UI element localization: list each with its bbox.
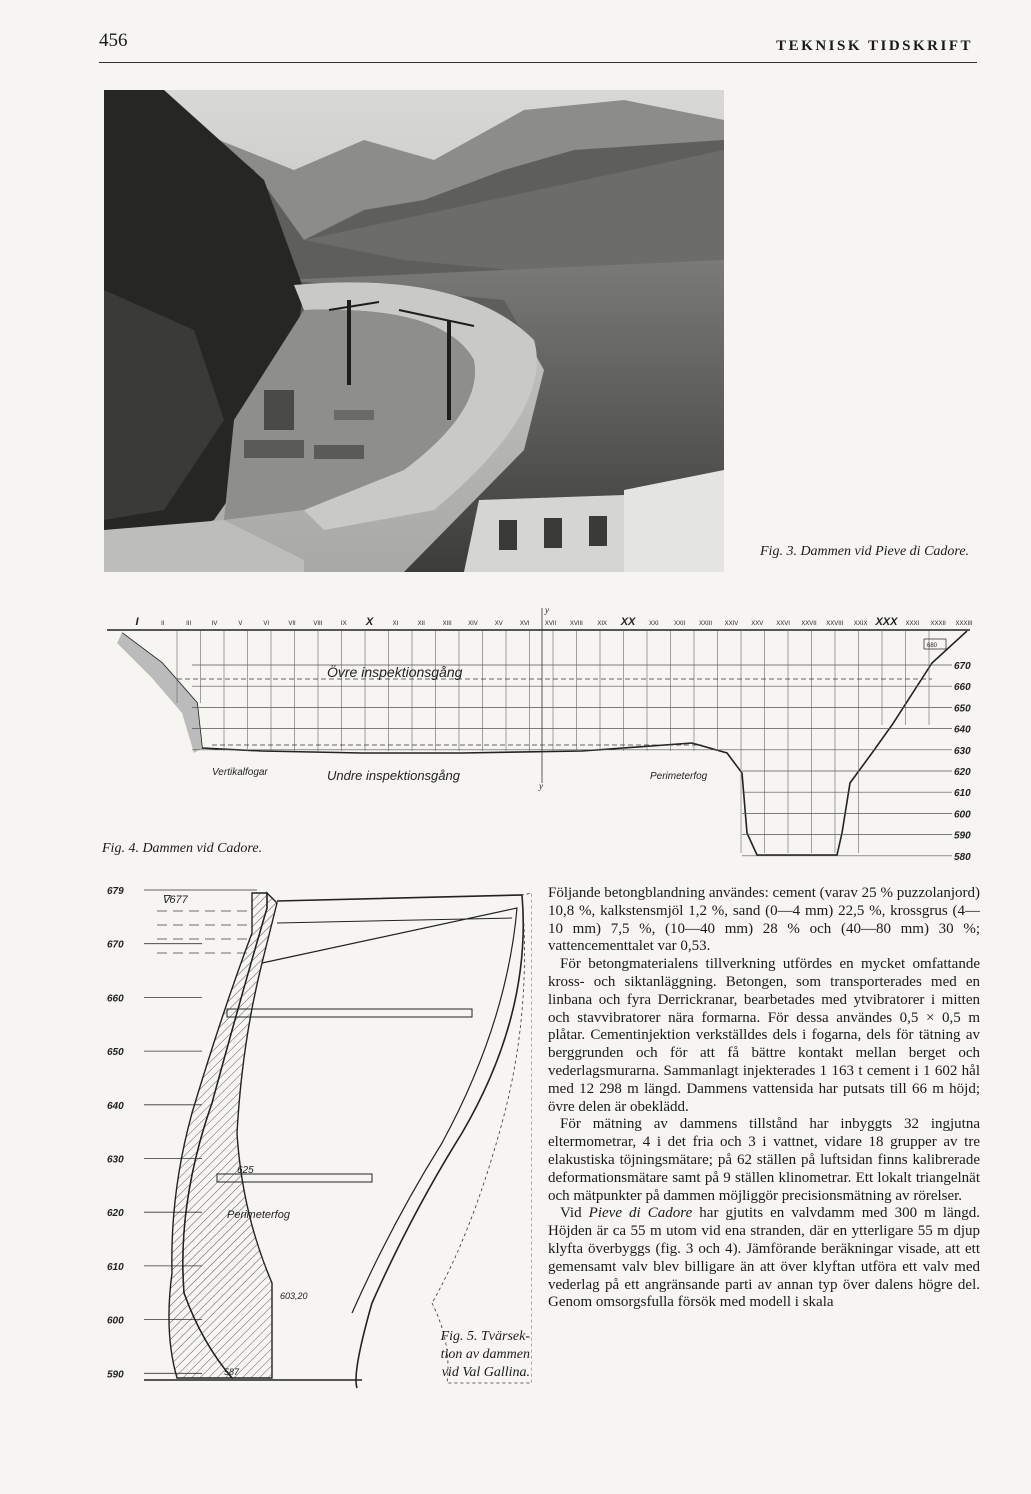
- block-number-label: XX: [620, 616, 636, 628]
- place-name: Pieve di Cadore: [588, 1205, 693, 1222]
- dam-photograph: [104, 90, 724, 572]
- block-number-label: VII: [288, 621, 296, 627]
- level-587-label: 587: [224, 1367, 240, 1377]
- block-number-label: XV: [494, 621, 503, 627]
- block-number-label: XVII: [544, 621, 557, 627]
- elevation-label: 630: [107, 1154, 124, 1166]
- level-603-label: 603,20: [280, 1291, 308, 1301]
- block-number-label: V: [238, 621, 243, 627]
- block-number-label: XIV: [468, 621, 478, 627]
- elevation-label: 650: [954, 703, 971, 715]
- block-number-label: XXVII: [801, 621, 817, 627]
- block-number-label: XIII: [442, 621, 452, 627]
- perimeter-joint-label: Perimeterfog: [227, 1209, 290, 1221]
- block-number-label: XXII: [674, 621, 686, 627]
- paragraph-rest: har gjutits en valvdamm med 300 m längd. Höjden är ca 55 m utom vid ena stranden, där en ytterligare 55 m djup klyfta överbyggs (fig. 3 och 4). Jämförande beräkningar visade, att ett gemensamt valv blev billigare än att över klyftan utföra ett valv med vederlag på ett angränsande parti av annan typ över dalens högre del. Genom omsorgsfulla försök med modell i skala: [548, 1205, 980, 1311]
- fig4-caption: Fig. 4. Dammen vid Cadore.: [102, 841, 263, 856]
- paragraph: [548, 1205, 980, 1312]
- lower-gallery-label: Undre inspektionsgång: [327, 768, 460, 783]
- fig5-caption: [410, 1328, 530, 1382]
- header-rule: [99, 62, 977, 63]
- elevation-label: 600: [107, 1315, 124, 1327]
- block-number-label: XXXI: [905, 621, 920, 627]
- inspection-gallery: [227, 1009, 472, 1017]
- block-number-label: XXVIII: [826, 621, 844, 627]
- fig5-dam-cross-section: [102, 873, 532, 1398]
- rock-boundary: [432, 893, 532, 1383]
- page-number: 456: [99, 30, 128, 51]
- elevation-label: 660: [107, 993, 124, 1005]
- crest-deck: [277, 918, 512, 923]
- valley-outline: [122, 631, 967, 855]
- running-head: TEKNISK TIDSKRIFT: [776, 38, 973, 54]
- elevation-label: 590: [107, 1369, 124, 1381]
- elevation-label: 610: [954, 788, 971, 800]
- block-number-label: XXIX: [853, 621, 868, 627]
- arch-inner-line: [262, 908, 517, 1313]
- block-number-label: XII: [417, 621, 425, 627]
- paragraph: För mätning av dammens tillstånd har inbyggts 32 ingjutna eltermometrar, 4 i det fria och 3 i vattnet, vidare 18 grupper av tre elakustiska töjningsmätare; på 62 ställen på luftsidan finns kalibrerade deformationsmätare samt på 9 ställen klinometrar. Ett lokalt triangelnät och mätpunkter på dammen möjliggör precisionsmätning av rörelser.: [548, 1116, 980, 1204]
- block-number-label: XXXIII: [955, 621, 973, 627]
- elevation-label: 660: [954, 682, 971, 694]
- block-number-label: IX: [340, 621, 347, 627]
- block-number-label: XXIV: [724, 621, 739, 627]
- elevation-label: 630: [954, 745, 971, 757]
- elevation-label: 620: [107, 1208, 124, 1220]
- vertical-joints-label: Vertikalfogar: [212, 767, 268, 778]
- block-number-label: VI: [263, 621, 270, 627]
- fig5-caption-line: Fig. 5. Tvärsek-: [440, 1329, 530, 1344]
- article-text: [548, 885, 980, 1312]
- fig3-caption: Fig. 3. Dammen vid Pieve di Cadore.: [760, 544, 970, 559]
- paragraph: För betongmaterialens tillverkning utfördes en mycket omfattande kross- och siktanläggning. Betongen, som transporterades med en linbana och fyra Derrickranar, bearbetades med ytvibratorer i mitten och stavvibratorer nära formarna. För dessa användes 0,5 × 0,5 m plåtar. Cementinjektion verkställdes dels i fogarna, dels för tätning av berggrunden och för att få bättre kontakt mellan berget och vederlagsmurarna. Sammanlagt injekterades 1 163 t cement i 1 602 hål med 12 298 m längd. Dammens vattensida har putsats till 66 m höjd; övre delen är obeklädd.: [548, 956, 980, 1115]
- upper-gallery-label: Övre inspektionsgång: [327, 664, 463, 680]
- elevation-label: 620: [954, 767, 971, 778]
- block-number-label: I: [135, 616, 139, 628]
- elevation-label: 580: [954, 851, 971, 863]
- fig5-caption-line: vid Val Gallina.: [441, 1365, 530, 1380]
- block-number-label: XXV: [751, 621, 764, 627]
- block-number-label: XXXII: [930, 621, 946, 627]
- elevation-label: 670: [954, 661, 971, 672]
- elevation-label: 670: [107, 939, 124, 951]
- block-number-label: X: [365, 616, 374, 628]
- fig4-dam-elevation-drawing: [102, 603, 982, 873]
- elevation-label: 590: [954, 830, 971, 842]
- block-number-label: XIX: [597, 621, 608, 627]
- elevation-label: 650: [107, 1047, 124, 1059]
- level-625-label: 625: [237, 1165, 254, 1176]
- block-number-label: XI: [392, 621, 399, 627]
- elevation-label: 600: [954, 809, 971, 821]
- elevation-label: 640: [107, 1100, 124, 1112]
- arch-outline: [277, 895, 523, 1388]
- elevation-label: 610: [107, 1261, 124, 1273]
- block-number-label: XXVI: [776, 621, 790, 627]
- block-number-label: XVI: [519, 621, 530, 627]
- elevation-label: 640: [954, 724, 971, 736]
- fig5-caption-line: tion av dammen: [440, 1347, 530, 1362]
- perimeter-joint-label: Perimeterfog: [650, 771, 708, 782]
- axis-y-label: y: [539, 781, 543, 791]
- block-number-label: XXIII: [699, 621, 713, 627]
- axis-y-label: y: [545, 605, 549, 615]
- block-number-label: XXI: [649, 621, 659, 627]
- block-number-label: II: [161, 621, 165, 627]
- block-number-label: IV: [211, 621, 218, 627]
- block-number-label: VIII: [313, 621, 323, 627]
- paragraph: Följande betongblandning användes: cement (varav 25 % puzzolanjord) 10,8 %, kalkstensmjöl 1,2 %, sand (0—4 mm) 22,5 %, krossgrus (4—10 mm) 7,5 %, (10—40 mm) 28 % och (40—80 mm) 30 %; vattencementtalet var 0,53.: [548, 885, 980, 955]
- block-number-label: XXX: [875, 616, 898, 628]
- block-number-label: XVIII: [569, 621, 583, 627]
- crest-elevation-label: 680: [927, 643, 938, 649]
- paragraph-intro: Vid: [560, 1205, 589, 1222]
- block-number-label: III: [186, 621, 192, 627]
- elevation-label: 679: [107, 886, 124, 897]
- water-level-label: ∇677: [162, 894, 188, 906]
